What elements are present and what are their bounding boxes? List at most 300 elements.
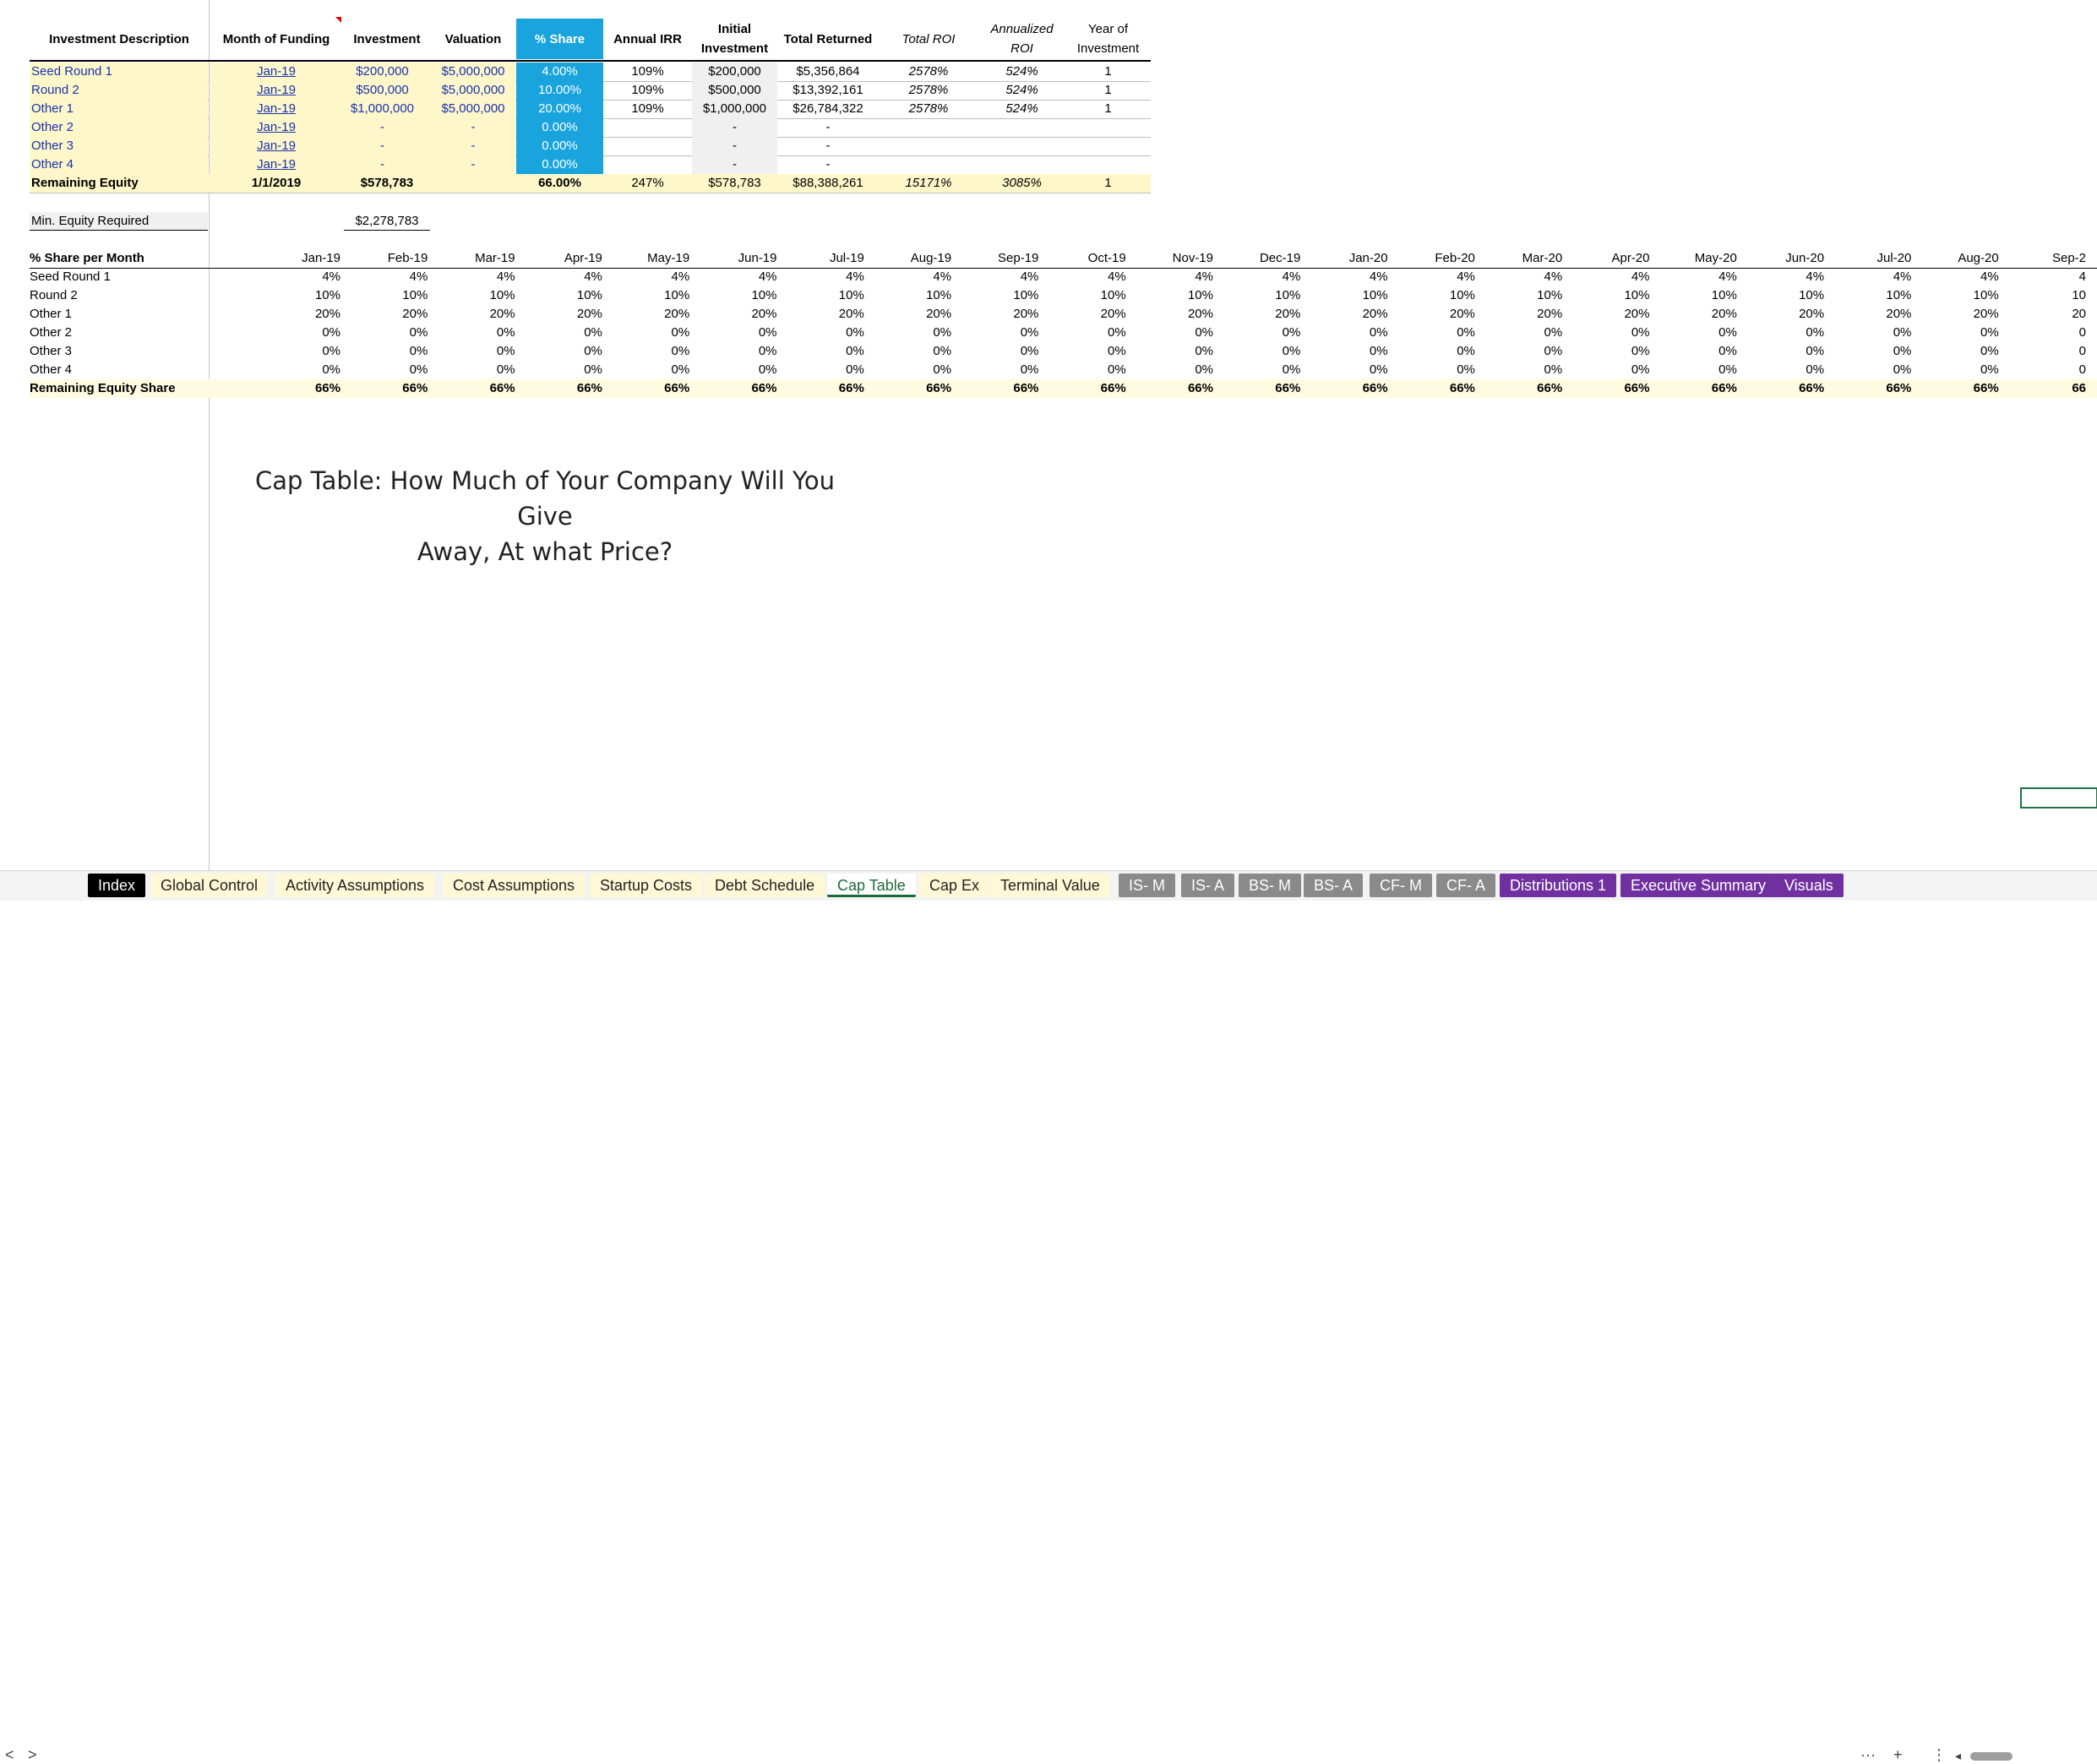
monthly-share-cell: 10% — [1799, 288, 1825, 302]
cell-irr: 109% — [631, 64, 664, 79]
cell-share: 0.00% — [516, 138, 603, 155]
cell-share: 10.00% — [516, 82, 603, 100]
monthly-share-cell: 10% — [1362, 288, 1388, 302]
monthly-share-cell: 20% — [751, 307, 777, 321]
monthly-share-cell: 0% — [1806, 344, 1825, 358]
remaining-share-cell: 66% — [1973, 381, 1999, 395]
remaining-share-cell: 66% — [751, 381, 777, 395]
cell-returned: $26,784,322 — [793, 101, 863, 116]
monthly-share-cell: 10% — [1187, 288, 1213, 302]
monthly-share-cell: 0% — [671, 362, 690, 377]
tab-cost-assumptions[interactable]: Cost Assumptions — [443, 874, 585, 897]
monthly-share-cell: 0% — [846, 344, 864, 358]
month-header: Sep-2 — [2051, 251, 2086, 265]
monthly-share-cell: 0% — [409, 362, 428, 377]
remaining-month: 1/1/2019 — [251, 176, 302, 190]
monthly-share-cell: 10% — [1537, 288, 1563, 302]
monthly-share-cell: 10 — [2072, 288, 2086, 302]
cell-share: 20.00% — [516, 101, 603, 118]
monthly-share-cell: 4% — [846, 270, 864, 284]
cell-share: 4.00% — [516, 63, 603, 81]
cell-month[interactable]: Jan-19 — [257, 120, 296, 134]
monthly-share-cell: 0% — [1282, 325, 1301, 340]
monthly-share-cell: 20% — [838, 307, 864, 321]
monthly-share-cell: 10% — [576, 288, 602, 302]
header-month-of-funding: Month of Funding — [222, 32, 330, 46]
monthly-share-cell: 0% — [1893, 325, 1912, 340]
remaining-share-cell: 66% — [1624, 381, 1650, 395]
monthly-share-cell: 20% — [1973, 307, 1999, 321]
cell-investment[interactable]: $200,000 — [356, 64, 409, 79]
monthly-share-cell: 10% — [751, 288, 777, 302]
month-header: Jun-20 — [1785, 251, 1825, 265]
remaining-share-cell: 66% — [402, 381, 428, 395]
monthly-share-cell: 10% — [1973, 288, 1999, 302]
monthly-share-cell: 0% — [1980, 325, 1999, 340]
monthly-row-label: Other 4 — [30, 362, 73, 377]
cell-investment[interactable]: $500,000 — [356, 83, 409, 97]
monthly-share-cell: 20% — [1624, 307, 1650, 321]
monthly-share-cell: 4% — [1457, 270, 1475, 284]
hscroll-left-icon[interactable]: ◂ — [1955, 1749, 1962, 1762]
monthly-share-cell: 10% — [838, 288, 864, 302]
spreadsheet-grid[interactable] — [0, 0, 2097, 870]
monthly-share-cell: 10% — [1624, 288, 1650, 302]
cell-month[interactable]: Jan-19 — [257, 101, 296, 116]
monthly-share-cell: 20% — [664, 307, 690, 321]
monthly-share-cell: 0% — [1020, 344, 1039, 358]
tab-index[interactable]: Index — [88, 874, 145, 897]
month-header: Jul-19 — [829, 251, 864, 265]
monthly-share-cell: 20% — [1711, 307, 1737, 321]
cell-irr: 109% — [631, 83, 664, 97]
tab-scroll-prev-button[interactable]: < — [5, 1746, 14, 1763]
remaining-returned: $88,388,261 — [793, 176, 863, 190]
cell-name: Other 4 — [31, 157, 74, 172]
monthly-share-cell: 0% — [1457, 344, 1475, 358]
month-header: May-20 — [1694, 251, 1737, 265]
monthly-row-label: Other 3 — [30, 344, 73, 358]
horizontal-scrollbar-thumb[interactable] — [1970, 1752, 2013, 1761]
cell-month[interactable]: Jan-19 — [257, 139, 296, 153]
monthly-share-cell: 0% — [1369, 344, 1388, 358]
cell-month[interactable]: Jan-19 — [257, 64, 296, 79]
monthly-share-cell: 0% — [846, 362, 864, 377]
monthly-share-cell: 0% — [1980, 362, 1999, 377]
cell-valuation[interactable]: - — [471, 120, 476, 134]
remaining-equity-label: Remaining Equity — [31, 176, 139, 190]
cell-roi: 2578% — [908, 101, 949, 116]
cell-valuation[interactable]: - — [471, 139, 476, 153]
remaining-share-cell: 66% — [1013, 381, 1039, 395]
monthly-share-cell: 4% — [1806, 270, 1825, 284]
tab-activity-assumptions[interactable]: Activity Assumptions — [275, 874, 434, 897]
monthly-share-cell: 10% — [1100, 288, 1126, 302]
monthly-share-cell: 20% — [489, 307, 515, 321]
selected-cell[interactable] — [2020, 787, 2097, 808]
tab-bs-a[interactable]: BS- A — [1304, 874, 1363, 897]
monthly-share-cell: 0% — [1544, 325, 1563, 340]
monthly-share-cell: 4 — [2078, 270, 2086, 284]
monthly-share-cell: 4% — [1020, 270, 1039, 284]
cell-returned: - — [825, 120, 831, 134]
header-annual-irr: Annual IRR — [613, 32, 682, 46]
cell-investment[interactable]: $1,000,000 — [350, 101, 415, 116]
remaining-year: 1 — [1104, 176, 1112, 190]
monthly-share-cell: 20 — [2072, 307, 2086, 321]
min-equity-value: $2,278,783 — [355, 214, 419, 228]
monthly-share-cell: 0% — [1631, 344, 1650, 358]
cell-irr — [604, 138, 691, 155]
monthly-share-cell: 0% — [409, 344, 428, 358]
monthly-share-cell: 0% — [1195, 344, 1213, 358]
month-header: Jan-19 — [302, 251, 340, 265]
cell-irr: 109% — [631, 101, 664, 116]
tab-terminal-value[interactable]: Terminal Value — [990, 874, 1110, 897]
header-initial-line1: Initial — [717, 22, 752, 36]
cell-investment[interactable]: - — [380, 157, 384, 172]
tab-cap-ex[interactable]: Cap Ex — [919, 874, 989, 897]
monthly-share-cell: 0% — [846, 325, 864, 340]
monthly-share-cell: 20% — [1013, 307, 1039, 321]
cell-year: 1 — [1104, 83, 1112, 97]
month-header: Nov-19 — [1172, 251, 1213, 265]
monthly-share-cell: 10% — [664, 288, 690, 302]
cell-initial: $200,000 — [708, 64, 761, 79]
monthly-share-cell: 20% — [1362, 307, 1388, 321]
tab-visuals[interactable]: Visuals — [1774, 874, 1844, 897]
monthly-share-cell: 0% — [671, 325, 690, 340]
monthly-share-cell: 0% — [758, 325, 777, 340]
monthly-row-label: Round 2 — [30, 288, 78, 302]
cell-month[interactable]: Jan-19 — [257, 157, 296, 172]
remaining-share: 66.00% — [538, 176, 581, 190]
cell-month[interactable]: Jan-19 — [257, 83, 296, 97]
monthly-share-cell: 4% — [496, 270, 515, 284]
monthly-share-cell: 10% — [926, 288, 952, 302]
tab-is-a[interactable]: IS- A — [1181, 874, 1234, 897]
cell-irr — [604, 156, 691, 174]
monthly-share-cell: 20% — [402, 307, 428, 321]
monthly-share-cell: 0% — [1806, 325, 1825, 340]
month-header: Jan-20 — [1348, 251, 1388, 265]
header-share: % Share — [534, 32, 586, 46]
monthly-share-cell: 0% — [1718, 362, 1737, 377]
header-initial-line2: Investment — [700, 41, 769, 56]
monthly-share-cell: 0% — [1282, 362, 1301, 377]
monthly-share-cell: 10% — [1013, 288, 1039, 302]
header-valuation: Valuation — [444, 32, 502, 46]
cell-share: 0.00% — [516, 156, 603, 174]
monthly-share-cell: 0% — [322, 362, 340, 377]
cell-roi — [879, 119, 978, 137]
monthly-share-cell: 4% — [1631, 270, 1650, 284]
header-investment-description: Investment Description — [49, 32, 189, 46]
cell-initial: - — [733, 157, 737, 172]
sheet-options-button[interactable]: ⋮ — [1931, 1746, 1947, 1763]
cell-annroi — [979, 156, 1065, 174]
cell-returned: $5,356,864 — [796, 64, 860, 79]
cell-annroi: 524% — [1005, 83, 1038, 97]
remaining-share-cell: 66% — [838, 381, 864, 395]
cell-name: Other 3 — [31, 139, 74, 153]
monthly-share-cell: 0 — [2078, 362, 2086, 377]
header-annualized-roi-line2: ROI — [1010, 41, 1033, 56]
monthly-share-cell: 4% — [1544, 270, 1563, 284]
header-bottom-border — [30, 60, 1151, 62]
cell-investment[interactable]: - — [380, 139, 384, 153]
monthly-share-cell: 0% — [1806, 362, 1825, 377]
monthly-share-cell: 4% — [322, 270, 340, 284]
monthly-share-cell: 10% — [1886, 288, 1912, 302]
monthly-share-cell: 20% — [1100, 307, 1126, 321]
remaining-share-cell: 66 — [2072, 381, 2086, 395]
monthly-share-cell: 0 — [2078, 344, 2086, 358]
monthly-share-cell: 0 — [2078, 325, 2086, 340]
cell-returned: - — [825, 139, 831, 153]
cell-year — [1065, 119, 1151, 137]
monthly-share-cell: 10% — [402, 288, 428, 302]
monthly-share-cell: 0% — [1631, 325, 1650, 340]
monthly-share-cell: 10% — [1449, 288, 1475, 302]
min-equity-label-underline — [30, 230, 208, 231]
add-sheet-button[interactable]: + — [1893, 1746, 1903, 1763]
min-equity-label: Min. Equity Required — [31, 214, 150, 228]
month-header: Sep-19 — [998, 251, 1039, 265]
cell-name: Round 2 — [31, 83, 79, 97]
monthly-share-cell: 0% — [1718, 325, 1737, 340]
monthly-share-cell: 0% — [1631, 362, 1650, 377]
monthly-share-cell: 4% — [671, 270, 690, 284]
month-header: Aug-20 — [1958, 251, 1999, 265]
monthly-share-cell: 4% — [1369, 270, 1388, 284]
cell-initial: $500,000 — [708, 83, 761, 97]
monthly-share-cell: 4% — [933, 270, 952, 284]
monthly-share-cell: 0% — [584, 344, 602, 358]
monthly-share-cell: 0% — [584, 362, 602, 377]
monthly-share-cell: 4% — [1282, 270, 1301, 284]
monthly-share-cell: 0% — [1195, 362, 1213, 377]
monthly-share-cell: 10% — [314, 288, 340, 302]
monthly-share-cell: 0% — [1893, 362, 1912, 377]
monthly-title: % Share per Month — [30, 251, 144, 265]
monthly-share-cell: 0% — [933, 362, 952, 377]
tab-global-control[interactable]: Global Control — [150, 874, 268, 897]
monthly-share-cell: 0% — [1544, 362, 1563, 377]
remaining-irr: 247% — [631, 176, 664, 190]
remaining-roi: 15171% — [905, 176, 952, 190]
cell-year: 1 — [1104, 64, 1112, 79]
monthly-share-cell: 20% — [314, 307, 340, 321]
tab-is-m[interactable]: IS- M — [1119, 874, 1175, 897]
monthly-share-cell: 0% — [322, 344, 340, 358]
more-sheets-button[interactable]: ··· — [1860, 1746, 1876, 1763]
month-header: Mar-20 — [1522, 251, 1563, 265]
month-header: Jun-19 — [738, 251, 777, 265]
tab-distributions-1[interactable]: Distributions 1 — [1500, 874, 1616, 897]
header-total-roi: Total ROI — [901, 32, 956, 46]
cell-annroi — [979, 138, 1065, 155]
monthly-share-cell: 4% — [1893, 270, 1912, 284]
cell-roi — [879, 156, 978, 174]
remaining-share-cell: 66% — [1100, 381, 1126, 395]
monthly-share-cell: 0% — [496, 344, 515, 358]
tab-scroll-next-button[interactable]: > — [28, 1746, 37, 1763]
cell-valuation[interactable]: - — [471, 157, 476, 172]
monthly-share-cell: 0% — [933, 325, 952, 340]
remaining-share-cell: 66% — [489, 381, 515, 395]
comment-indicator — [335, 17, 341, 23]
monthly-share-cell: 20% — [1886, 307, 1912, 321]
monthly-share-cell: 20% — [926, 307, 952, 321]
monthly-share-cell: 0% — [1282, 344, 1301, 358]
cell-irr — [604, 119, 691, 137]
remaining-share-cell: 66% — [1449, 381, 1475, 395]
remaining-share-cell: 66% — [664, 381, 690, 395]
cell-roi: 2578% — [908, 64, 949, 79]
monthly-share-cell: 0% — [758, 362, 777, 377]
month-header: Feb-20 — [1435, 251, 1475, 265]
cell-year — [1065, 138, 1151, 155]
monthly-share-cell: 0% — [1893, 344, 1912, 358]
header-annualized-roi-line1: Annualized — [990, 22, 1054, 36]
month-header: Aug-19 — [910, 251, 952, 265]
monthly-share-cell: 0% — [1544, 344, 1563, 358]
monthly-share-cell: 0% — [1020, 325, 1039, 340]
monthly-share-cell: 0% — [496, 362, 515, 377]
header-year-line1: Year of — [1088, 22, 1128, 36]
header-total-returned: Total Returned — [783, 32, 873, 46]
monthly-share-cell: 0% — [758, 344, 777, 358]
monthly-share-cell: 4% — [1195, 270, 1213, 284]
remaining-share-cell: 66% — [926, 381, 952, 395]
monthly-share-cell: 0% — [1457, 362, 1475, 377]
month-header: Oct-19 — [1087, 251, 1126, 265]
cell-investment[interactable]: - — [380, 120, 384, 134]
monthly-share-cell: 20% — [1799, 307, 1825, 321]
monthly-share-cell: 4% — [409, 270, 428, 284]
cell-initial: $1,000,000 — [702, 101, 767, 116]
remaining-share-cell: 66% — [1799, 381, 1825, 395]
min-equity-underline — [344, 230, 430, 231]
monthly-share-cell: 0% — [1108, 362, 1126, 377]
monthly-share-cell: 0% — [584, 325, 602, 340]
monthly-row-label: Seed Round 1 — [30, 270, 111, 284]
tab-cf-a[interactable]: CF- A — [1436, 874, 1495, 897]
monthly-share-cell: 4% — [584, 270, 602, 284]
monthly-share-cell: 0% — [1369, 362, 1388, 377]
tab-cap-table[interactable]: Cap Table — [827, 874, 916, 897]
cell-year — [1065, 156, 1151, 174]
caption-line-2: Away, At what Price? — [417, 537, 673, 566]
monthly-share-cell: 4% — [1980, 270, 1999, 284]
monthly-share-cell: 20% — [1275, 307, 1301, 321]
remaining-share-cell: 66% — [1275, 381, 1301, 395]
cell-name: Other 2 — [31, 120, 74, 134]
remaining-share-label: Remaining Equity Share — [30, 381, 176, 395]
monthly-share-cell: 20% — [576, 307, 602, 321]
cell-initial: - — [733, 139, 737, 153]
monthly-share-cell: 10% — [1711, 288, 1737, 302]
tab-cf-m[interactable]: CF- M — [1370, 874, 1432, 897]
remaining-annroi: 3085% — [1002, 176, 1042, 190]
header-year-line2: Investment — [1076, 41, 1140, 56]
monthly-share-cell: 4% — [1718, 270, 1737, 284]
cell-valuation[interactable]: $5,000,000 — [441, 83, 505, 97]
cell-share: 0.00% — [516, 119, 603, 137]
remaining-share-cell: 66% — [1711, 381, 1737, 395]
monthly-share-cell: 4% — [758, 270, 777, 284]
month-header: Apr-19 — [564, 251, 602, 265]
remaining-share-cell: 66% — [314, 381, 340, 395]
monthly-share-cell: 0% — [409, 325, 428, 340]
monthly-share-cell: 0% — [1718, 344, 1737, 358]
remaining-investment: $578,783 — [360, 176, 414, 190]
cell-valuation[interactable]: $5,000,000 — [441, 64, 505, 79]
remaining-share-cell: 66% — [1187, 381, 1213, 395]
monthly-share-cell: 0% — [1369, 325, 1388, 340]
cell-roi — [879, 138, 978, 155]
tab-executive-summary[interactable]: Executive Summary — [1620, 874, 1776, 897]
cell-initial: - — [733, 120, 737, 134]
caption-line-1: Cap Table: How Much of Your Company Will You Give — [255, 466, 835, 531]
cap-table-caption — [228, 463, 862, 569]
cell-valuation[interactable]: $5,000,000 — [441, 101, 505, 116]
tab-debt-schedule[interactable]: Debt Schedule — [705, 874, 825, 897]
monthly-share-cell: 20% — [1537, 307, 1563, 321]
remaining-share-cell: 66% — [1362, 381, 1388, 395]
monthly-share-cell: 0% — [322, 325, 340, 340]
cell-roi: 2578% — [908, 83, 949, 97]
monthly-share-cell: 0% — [671, 344, 690, 358]
monthly-row-label: Other 2 — [30, 325, 73, 340]
remaining-share-cell: 66% — [1537, 381, 1563, 395]
remaining-initial: $578,783 — [708, 176, 761, 190]
cell-year: 1 — [1104, 101, 1112, 116]
monthly-share-cell: 0% — [1980, 344, 1999, 358]
tab-startup-costs[interactable]: Startup Costs — [590, 874, 702, 897]
month-header: Mar-19 — [475, 251, 515, 265]
monthly-share-cell: 10% — [1275, 288, 1301, 302]
month-header: May-19 — [647, 251, 690, 265]
cell-annroi: 524% — [1005, 101, 1038, 116]
monthly-share-cell: 0% — [933, 344, 952, 358]
monthly-share-cell: 0% — [1108, 325, 1126, 340]
sheet-tab-bar — [0, 870, 2097, 1763]
cell-returned: $13,392,161 — [793, 83, 863, 97]
monthly-share-cell: 0% — [1195, 325, 1213, 340]
month-header: Apr-20 — [1611, 251, 1650, 265]
monthly-share-cell: 20% — [1187, 307, 1213, 321]
cell-returned: - — [825, 157, 831, 172]
month-header: Dec-19 — [1259, 251, 1301, 265]
remaining-share-cell: 66% — [1886, 381, 1912, 395]
cell-name: Other 1 — [31, 101, 74, 116]
header-investment: Investment — [353, 32, 421, 46]
monthly-share-cell: 0% — [496, 325, 515, 340]
remaining-share-cell: 66% — [576, 381, 602, 395]
month-header: Jul-20 — [1876, 251, 1912, 265]
cell-annroi: 524% — [1005, 64, 1038, 79]
monthly-share-cell: 20% — [1449, 307, 1475, 321]
monthly-share-cell: 0% — [1020, 362, 1039, 377]
monthly-row-label: Other 1 — [30, 307, 73, 321]
cell-annroi — [979, 119, 1065, 137]
cell-name: Seed Round 1 — [31, 64, 112, 79]
tab-bs-m[interactable]: BS- M — [1239, 874, 1301, 897]
monthly-share-cell: 0% — [1457, 325, 1475, 340]
monthly-share-cell: 0% — [1108, 344, 1126, 358]
